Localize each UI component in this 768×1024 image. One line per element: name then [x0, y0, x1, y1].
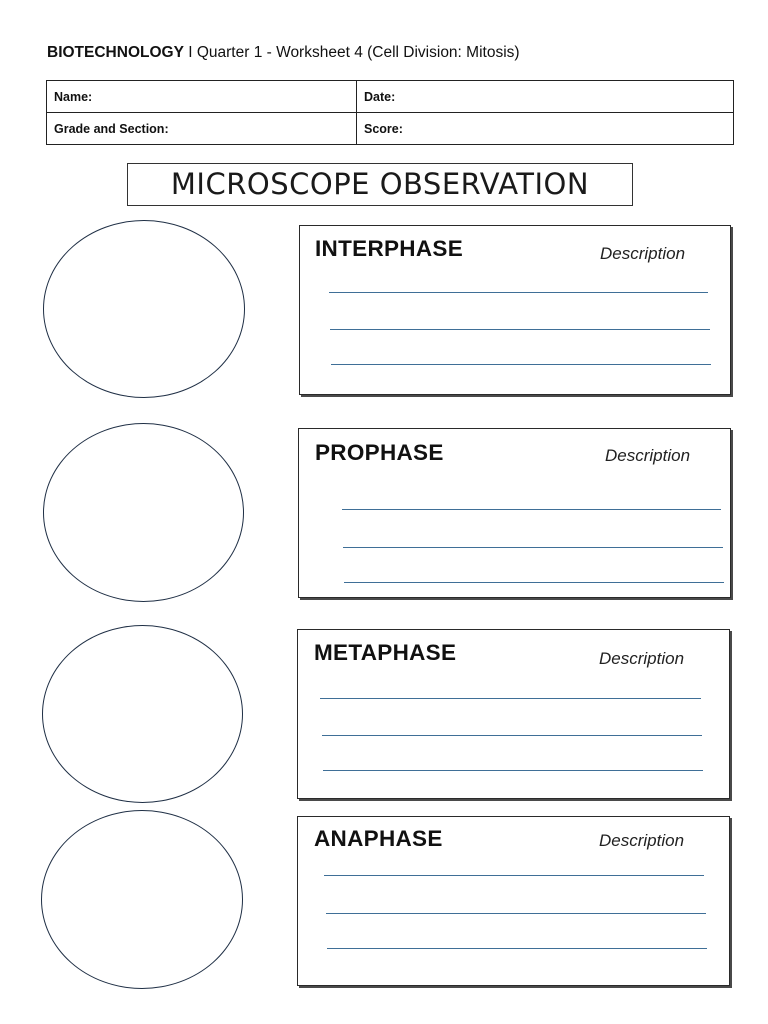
date-label: Date:	[364, 89, 396, 104]
page-title: MICROSCOPE OBSERVATION	[127, 163, 633, 206]
prophase-drawing-circle[interactable]	[43, 423, 244, 602]
subject-title: BIOTECHNOLOGY	[47, 44, 184, 61]
worksheet-subtitle: I Quarter 1 - Worksheet 4 (Cell Division: Mitosis)	[183, 44, 520, 61]
interphase-drawing-circle[interactable]	[43, 220, 245, 398]
grade-section-label: Grade and Section:	[54, 121, 169, 136]
description-label: Description	[600, 244, 686, 263]
phase-title: PROPHASE	[315, 440, 444, 465]
answer-line[interactable]	[326, 913, 706, 914]
info-row	[47, 81, 734, 113]
score-label: Score:	[364, 121, 403, 136]
answer-line[interactable]	[330, 329, 710, 330]
description-label: Description	[605, 446, 691, 465]
answer-line[interactable]	[329, 292, 708, 293]
phase-title: INTERPHASE	[315, 236, 464, 261]
anaphase-drawing-circle[interactable]	[41, 810, 243, 989]
date-field[interactable]	[357, 81, 734, 113]
metaphase-box	[297, 629, 730, 799]
info-row	[47, 113, 734, 145]
answer-line[interactable]	[323, 770, 703, 771]
answer-line[interactable]	[322, 735, 702, 736]
description-label: Description	[599, 649, 685, 668]
score-field[interactable]	[357, 113, 734, 145]
answer-line[interactable]	[331, 364, 711, 365]
answer-line[interactable]	[342, 509, 721, 510]
worksheet-header	[47, 44, 520, 62]
answer-line[interactable]	[320, 698, 701, 699]
metaphase-drawing-circle[interactable]	[42, 625, 243, 803]
grade-section-field[interactable]	[47, 113, 357, 145]
prophase-box	[298, 428, 731, 598]
interphase-box	[299, 225, 731, 395]
answer-line[interactable]	[327, 948, 707, 949]
description-label: Description	[599, 831, 685, 850]
student-info-table	[46, 80, 734, 145]
name-field[interactable]	[47, 81, 357, 113]
phase-title: METAPHASE	[314, 640, 457, 665]
answer-line[interactable]	[324, 875, 704, 876]
name-label: Name:	[54, 89, 93, 104]
answer-line[interactable]	[343, 547, 723, 548]
anaphase-box	[297, 816, 730, 986]
answer-line[interactable]	[344, 582, 724, 583]
phase-title: ANAPHASE	[314, 826, 443, 851]
